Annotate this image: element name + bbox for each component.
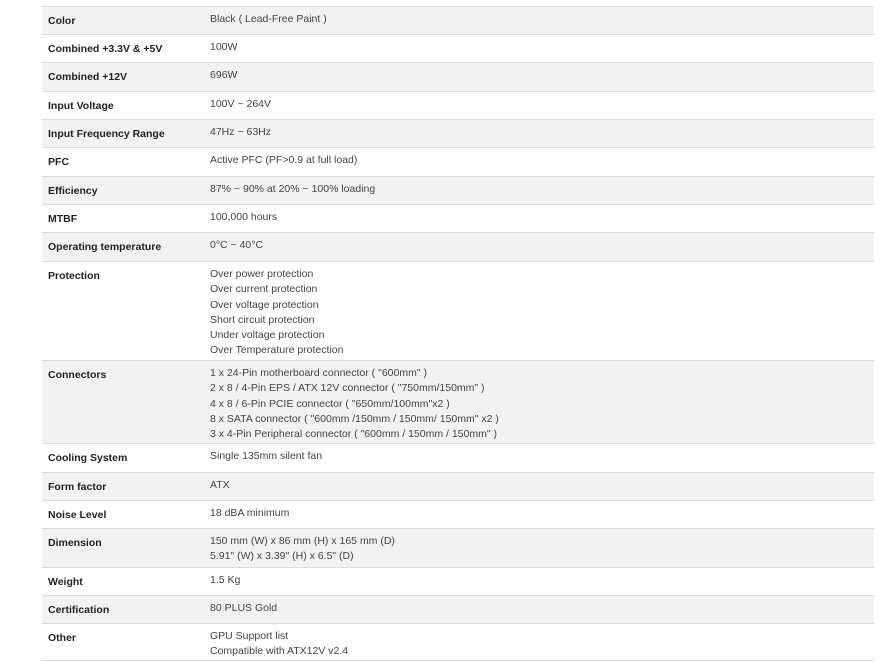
spec-row <box>42 529 874 568</box>
spec-value <box>205 529 874 567</box>
spec-label: Form factor <box>48 481 107 493</box>
spec-value <box>205 596 874 623</box>
spec-label: MTBF <box>48 213 78 225</box>
spec-value-line: GPU Support list <box>210 630 289 642</box>
spec-value-line: Compatible with ATX12V v2.4 <box>210 645 349 658</box>
spec-value-line: Single 135mm silent fan <box>210 450 323 462</box>
spec-row <box>42 148 874 177</box>
spec-value-line: 1.5 Kg <box>210 574 241 586</box>
spec-value-line: 3 x 4-Pin Peripheral connector ( "600mm / 150mm / 150mm" ) <box>210 428 497 441</box>
spec-value <box>205 624 874 660</box>
spec-value-line: 1 x 24-Pin motherboard connector ( "600mm" ) <box>210 367 427 379</box>
spec-value-line: Short circuit protection <box>210 313 315 326</box>
spec-label: Cooling System <box>48 452 128 464</box>
spec-row <box>42 624 874 661</box>
spec-value-line: 80 PLUS Gold <box>210 602 278 614</box>
spec-label: Connectors <box>48 369 107 381</box>
spec-value-line: Over current protection <box>210 283 318 296</box>
spec-value-line: 696W <box>210 69 238 81</box>
spec-value-line: Over power protection <box>210 268 314 280</box>
spec-label: Dimension <box>48 537 102 549</box>
spec-value <box>205 63 874 91</box>
spec-value <box>205 444 874 472</box>
spec-row <box>42 233 874 262</box>
spec-row <box>42 444 874 473</box>
spec-label: Weight <box>48 576 83 588</box>
spec-row <box>42 361 874 444</box>
spec-label: Other <box>48 632 77 644</box>
spec-value-line: 100,000 hours <box>210 211 278 223</box>
spec-value <box>205 35 874 62</box>
spec-row <box>42 596 874 624</box>
spec-row <box>42 92 874 120</box>
spec-value-line: 0°C ~ 40°C <box>210 239 264 251</box>
spec-row <box>42 473 874 501</box>
spec-row <box>42 7 874 35</box>
spec-row <box>42 205 874 233</box>
spec-label: Protection <box>48 270 100 282</box>
spec-value <box>205 92 874 119</box>
spec-label: Color <box>48 15 76 27</box>
spec-label: Noise Level <box>48 509 107 521</box>
spec-value-line: 100W <box>210 41 238 53</box>
spec-value-line: 47Hz ~ 63Hz <box>210 126 271 138</box>
spec-row <box>42 35 874 63</box>
spec-row <box>42 120 874 148</box>
spec-value-line: Over Temperature protection <box>210 344 344 357</box>
spec-value <box>205 501 874 528</box>
spec-value-line: 87% ~ 90% at 20% ~ 100% loading <box>210 183 376 195</box>
spec-row <box>42 568 874 596</box>
spec-value-line: ATX <box>210 479 230 491</box>
spec-label: Input Frequency Range <box>48 128 165 140</box>
spec-value-line: 8 x SATA connector ( "600mm /150mm / 150mm/ 150mm" x2 ) <box>210 412 499 425</box>
spec-value <box>205 7 874 34</box>
spec-value-line: 5.91" (W) x 3.39" (H) x 6.5" (D) <box>210 550 354 563</box>
spec-value <box>205 120 874 147</box>
spec-value-line: Under voltage protection <box>210 329 325 342</box>
spec-value <box>205 262 874 360</box>
spec-row <box>42 177 874 205</box>
spec-label: Certification <box>48 604 110 616</box>
spec-value-line: 100V ~ 264V <box>210 98 272 110</box>
specifications-table <box>42 6 874 661</box>
spec-value-line: 4 x 8 / 6-Pin PCIE connector ( "650mm/100mm"x2 ) <box>210 397 450 410</box>
spec-label: Input Voltage <box>48 100 114 112</box>
spec-row <box>42 262 874 361</box>
spec-value <box>205 148 874 176</box>
spec-value <box>205 568 874 595</box>
spec-value-line: Over voltage protection <box>210 298 319 311</box>
spec-value <box>205 361 874 443</box>
spec-row <box>42 501 874 529</box>
spec-value-line: 150 mm (W) x 86 mm (H) x 165 mm (D) <box>210 535 395 547</box>
spec-label: PFC <box>48 156 69 168</box>
spec-value-line: Active PFC (PF>0.9 at full load) <box>210 154 358 166</box>
spec-label: Efficiency <box>48 185 98 197</box>
spec-label: Combined +12V <box>48 71 128 83</box>
spec-label: Combined +3.3V & +5V <box>48 43 163 55</box>
spec-row <box>42 63 874 92</box>
spec-value <box>205 205 874 232</box>
spec-value-line: Black ( Lead-Free Paint ) <box>210 13 327 25</box>
spec-label: Operating temperature <box>48 241 162 253</box>
spec-value <box>205 473 874 500</box>
spec-value-line: 18 dBA minimum <box>210 507 290 519</box>
spec-value <box>205 177 874 204</box>
spec-value <box>205 233 874 261</box>
spec-value-line: 2 x 8 / 4-Pin EPS / ATX 12V connector ( "750mm/150mm" ) <box>210 382 485 395</box>
